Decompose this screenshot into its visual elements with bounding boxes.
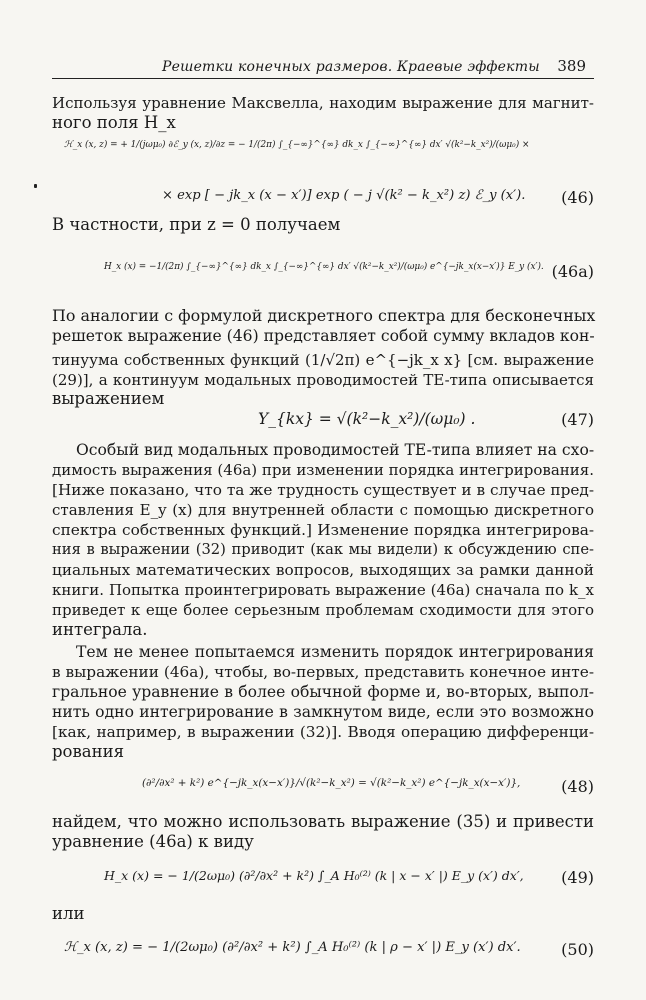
para4-line-10: интеграла. (52, 620, 148, 639)
equation-46-number: (46) (561, 188, 594, 207)
equation-46a: H_x (x) = −1/(2π) ∫_{−∞}^{∞} dk_x ∫_{−∞}^{∞} dx′ √(k²−k_x²)/(ωμ₀) e^{−jk_x(x−x′)} E_y (x′). (104, 262, 544, 272)
para5-line-6: рования (52, 742, 125, 761)
para6-line-2: уравнение (46a) к виду (52, 832, 254, 851)
para4-line-6: ния в выражении (32) приводит (как мы видели) к обсуждению спе- (52, 541, 594, 558)
para4-line-4: ставления E_y (x) для внутренней области с помощью дискретного (52, 501, 594, 519)
para5-line-5: [как, например, в выражении (32)]. Вводя операцию дифференци- (52, 723, 594, 741)
para5-line-1: Тем не менее попытаемся изменить порядок интегрирования (76, 643, 594, 661)
equation-47-number: (47) (561, 410, 594, 429)
para5-line-3: гральное уравнение в более обычной форме и, во-вторых, выпол- (52, 683, 594, 701)
para3-line-4: (29)], а континуум модальных проводимостей TE-типа описывается (52, 371, 594, 389)
equation-46a-number: (46a) (551, 262, 594, 281)
equation-47: Y_{kx} = √(k²−k_x²)/(ωμ₀) . (258, 410, 476, 428)
equation-49-number: (49) (561, 868, 594, 887)
para2: В частности, при z = 0 получаем (52, 215, 341, 234)
para6-line-1: найдем, что можно использовать выражение (35) и привести (52, 812, 594, 831)
running-head: Решетки конечных размеров. Краевые эффекты (162, 59, 540, 75)
equation-49: H_x (x) = − 1/(2ωμ₀) (∂²/∂x² + k²) ∫_A H₀⁽²⁾ (k | x − x′ |) E_y (x′) dx′, (104, 868, 524, 883)
para3-line-3: тинуума собственных функций (1/√2π) e^{−jk_x x} [см. выражение (52, 351, 594, 369)
page-header (52, 56, 594, 79)
para1-line-1: Используя уравнение Максвелла, находим выражение для магнит- (52, 94, 594, 112)
para4-line-9: приведет к еще более серьезным проблемам сходимости для этого (52, 601, 594, 619)
para4-line-3: [Ниже показано, что та же трудность существует и в случае пред- (52, 481, 595, 499)
para4-line-1: Особый вид модальных проводимостей TE-типа влияет на схо- (76, 441, 595, 459)
page-number: 389 (557, 57, 586, 75)
para4-line-5: спектра собственных функций.] Изменение порядка интегрирова- (52, 521, 594, 539)
equation-48-number: (48) (561, 777, 594, 796)
equation-48: (∂²/∂x² + k²) e^{−jk_x(x−x′)}/√(k²−k_x²) = √(k²−k_x²) e^{−jk_x(x−x′)}, (142, 777, 521, 789)
equation-46-line-1: ℋ_x (x, z) = + 1/(jωμ₀) ∂ℰ_y (x, z)/∂z = − 1/(2π) ∫_{−∞}^{∞} dk_x ∫_{−∞}^{∞} dx′ √(k²−k_x²)/(ωμ₀) × (64, 140, 530, 150)
para1-line-2: ного поля H_x (52, 113, 176, 132)
margin-mark (34, 184, 37, 188)
para3-line-2: решеток выражение (46) представляет собой сумму вкладов кон- (52, 327, 595, 345)
para7: или (52, 904, 85, 923)
equation-46-line-2: × exp [ − jk_x (x − x′)] exp ( − j √(k² − k_x²) z) ℰ_y (x′). (162, 188, 526, 203)
para4-line-2: димость выражения (46a) при изменении порядка интегрирования. (52, 461, 594, 479)
para3-line-1: По аналогии с формулой дискретного спектра для бесконечных (52, 306, 596, 325)
para4-line-7: циальных математических вопросов, выходящих за рамки данной (52, 561, 594, 579)
equation-50-number: (50) (561, 940, 594, 959)
para5-line-2: в выражении (46a), чтобы, во-первых, представить конечное инте- (52, 663, 594, 681)
equation-50: ℋ_x (x, z) = − 1/(2ωμ₀) (∂²/∂x² + k²) ∫_A H₀⁽²⁾ (k | ρ − x′ |) E_y (x′) dx′. (64, 940, 521, 955)
para4-line-8: книги. Попытка проинтегрировать выражение (46a) сначала по k_x (52, 581, 594, 599)
para5-line-4: нить одно интегрирование в замкнутом виде, если это возможно (52, 703, 594, 721)
para3-line-5: выражением (52, 389, 165, 408)
